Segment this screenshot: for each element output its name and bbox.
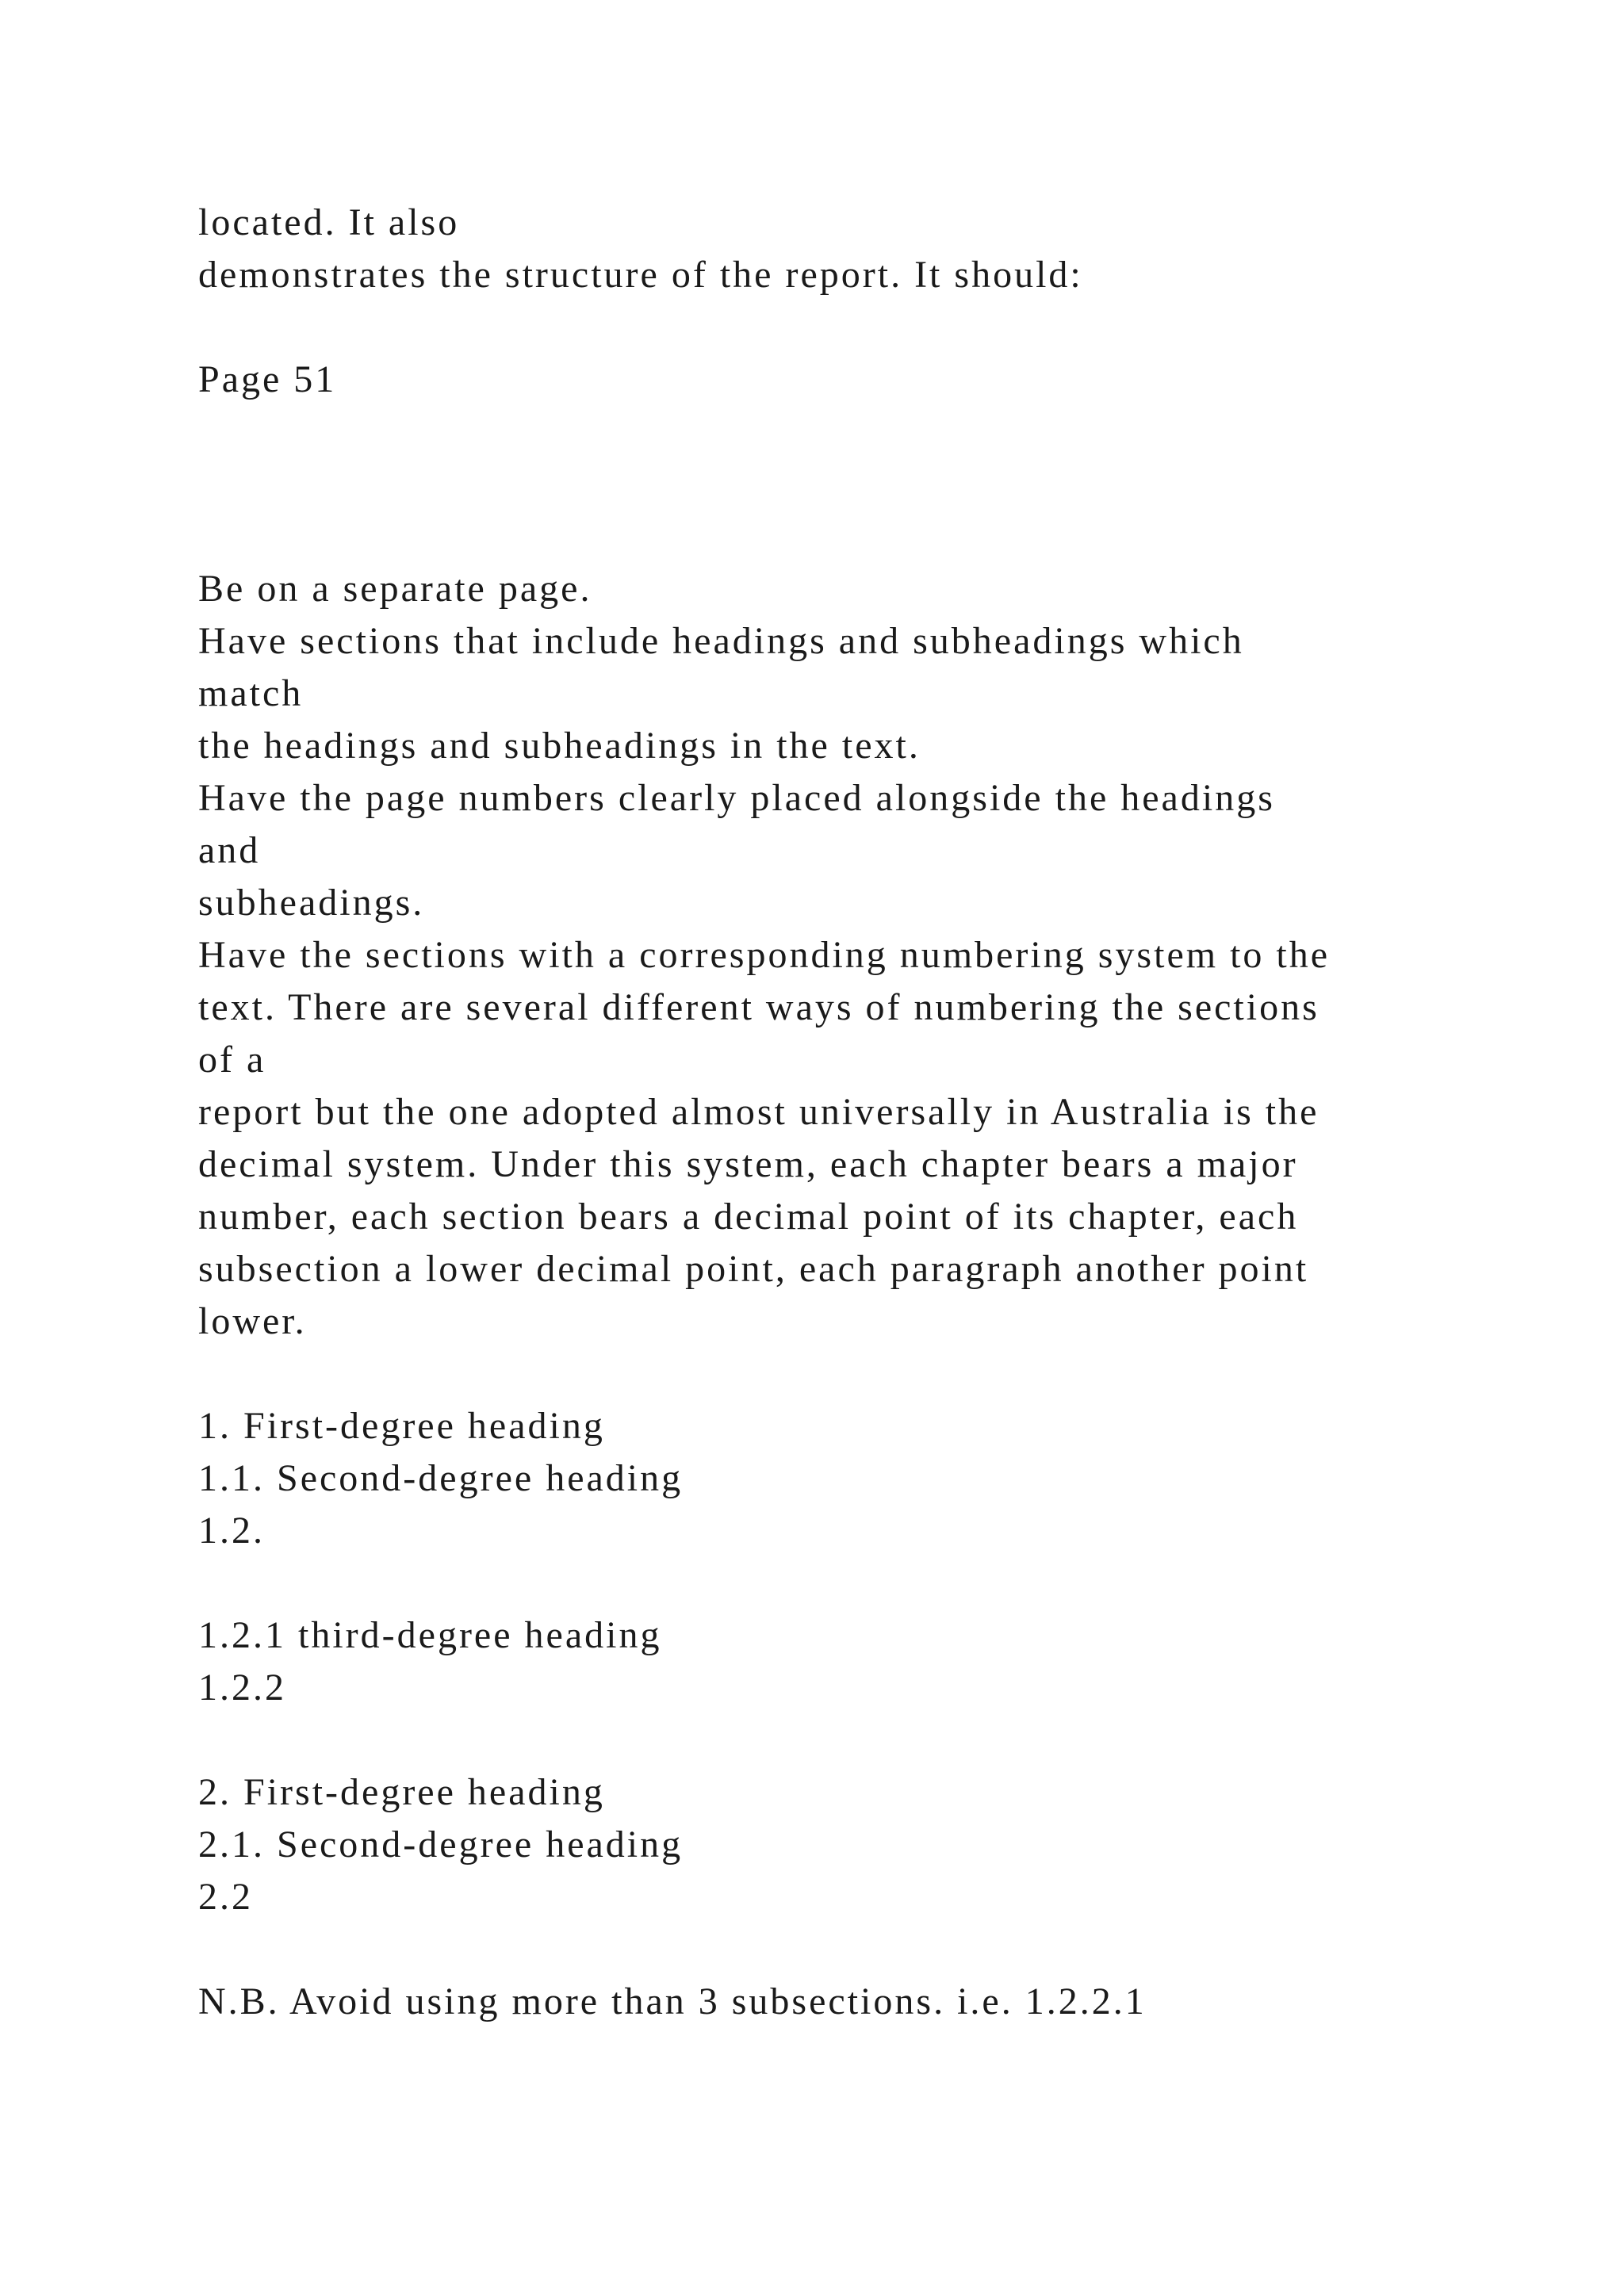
- heading-example-line: 1.2.: [198, 1510, 265, 1552]
- text-line: located. It also: [198, 201, 460, 243]
- heading-example-line: 2.1. Second-degree heading: [198, 1823, 684, 1866]
- text-line: the headings and subheadings in the text.: [198, 725, 921, 767]
- text-line: Have the sections with a corresponding numbering system to the: [198, 934, 1331, 976]
- heading-example-line: 1.2.2: [198, 1667, 286, 1709]
- text-line: text. There are several different ways of numbering the sections: [198, 986, 1320, 1028]
- note-line: N.B. Avoid using more than 3 subsections. i.e. 1.2.2.1: [198, 1980, 1147, 2022]
- page-number-label: Page 51: [198, 358, 337, 400]
- text-line: and: [198, 829, 261, 871]
- text-line: lower.: [198, 1300, 307, 1342]
- text-line: Have sections that include headings and subheadings which: [198, 620, 1244, 662]
- heading-example-line: 1.2.1 third-degree heading: [198, 1614, 662, 1656]
- text-line: subheadings.: [198, 882, 425, 924]
- text-line: subsection a lower decimal point, each paragraph another point: [198, 1248, 1309, 1290]
- text-line: of a: [198, 1039, 266, 1081]
- text-line: Be on a separate page.: [198, 568, 592, 610]
- heading-example-line: 1. First-degree heading: [198, 1405, 605, 1447]
- text-line: decimal system. Under this system, each chapter bears a major: [198, 1143, 1298, 1185]
- text-line: number, each section bears a decimal point of its chapter, each: [198, 1196, 1299, 1238]
- heading-example-line: 2.2: [198, 1876, 253, 1918]
- heading-example-line: 1.1. Second-degree heading: [198, 1457, 684, 1499]
- heading-example-line: 2. First-degree heading: [198, 1771, 605, 1813]
- text-line: report but the one adopted almost universally in Australia is the: [198, 1091, 1320, 1133]
- text-line: demonstrates the structure of the report. It should:: [198, 254, 1083, 296]
- text-line: match: [198, 672, 304, 714]
- text-line: Have the page numbers clearly placed alongside the headings: [198, 777, 1275, 819]
